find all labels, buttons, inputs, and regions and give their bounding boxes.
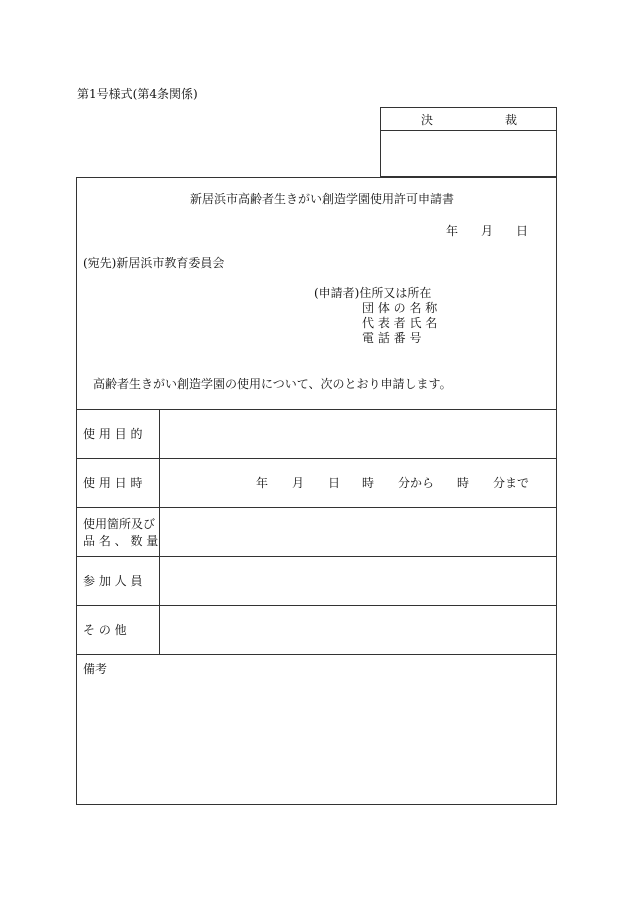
applicant-org-label: 団 体 の 名 称	[362, 301, 438, 315]
row-divider-6	[76, 654, 557, 655]
date-month-label: 月	[481, 224, 494, 238]
remarks-label: 備考	[83, 662, 108, 676]
datetime-month: 月	[292, 476, 305, 490]
form-title: 新居浜市高齢者生きがい創造学園使用許可申請書	[190, 192, 455, 206]
application-form	[76, 177, 557, 805]
applicant-address-label: (申請者)住所又は所在	[314, 286, 432, 300]
approval-label-right: 裁	[505, 113, 518, 127]
row-label-datetime: 使 用 日 時	[83, 476, 143, 490]
datetime-minute-from: 分から	[398, 476, 435, 490]
applicant-phone-label: 電 話 番 号	[362, 331, 422, 345]
approval-divider	[380, 130, 557, 131]
row-label-location-line2: 品 名 、 数 量	[83, 534, 159, 548]
row-divider-4	[76, 556, 557, 557]
datetime-year: 年	[256, 476, 269, 490]
row-label-participants: 参 加 人 員	[83, 574, 143, 588]
datetime-hour: 時	[362, 476, 375, 490]
date-year-label: 年	[446, 224, 459, 238]
label-column-divider	[159, 409, 160, 654]
row-divider-1	[76, 409, 557, 410]
datetime-day: 日	[328, 476, 341, 490]
row-divider-3	[76, 507, 557, 508]
datetime-hour-2: 時	[457, 476, 470, 490]
approval-box	[380, 107, 557, 177]
row-divider-5	[76, 605, 557, 606]
date-day-label: 日	[516, 224, 529, 238]
row-label-purpose: 使 用 目 的	[83, 427, 143, 441]
application-statement: 高齢者生きがい創造学園の使用について、次のとおり申請します。	[93, 377, 452, 391]
approval-label-left: 決	[421, 113, 434, 127]
addressee: (宛先)新居浜市教育委員会	[83, 256, 225, 270]
row-divider-2	[76, 458, 557, 459]
form-number: 第1号様式(第4条関係)	[77, 87, 198, 101]
row-label-location-line1: 使用箇所及び	[83, 517, 156, 531]
datetime-minute-to: 分まで	[493, 476, 530, 490]
row-label-other: そ の 他	[83, 623, 127, 637]
applicant-rep-label: 代 表 者 氏 名	[362, 316, 438, 330]
